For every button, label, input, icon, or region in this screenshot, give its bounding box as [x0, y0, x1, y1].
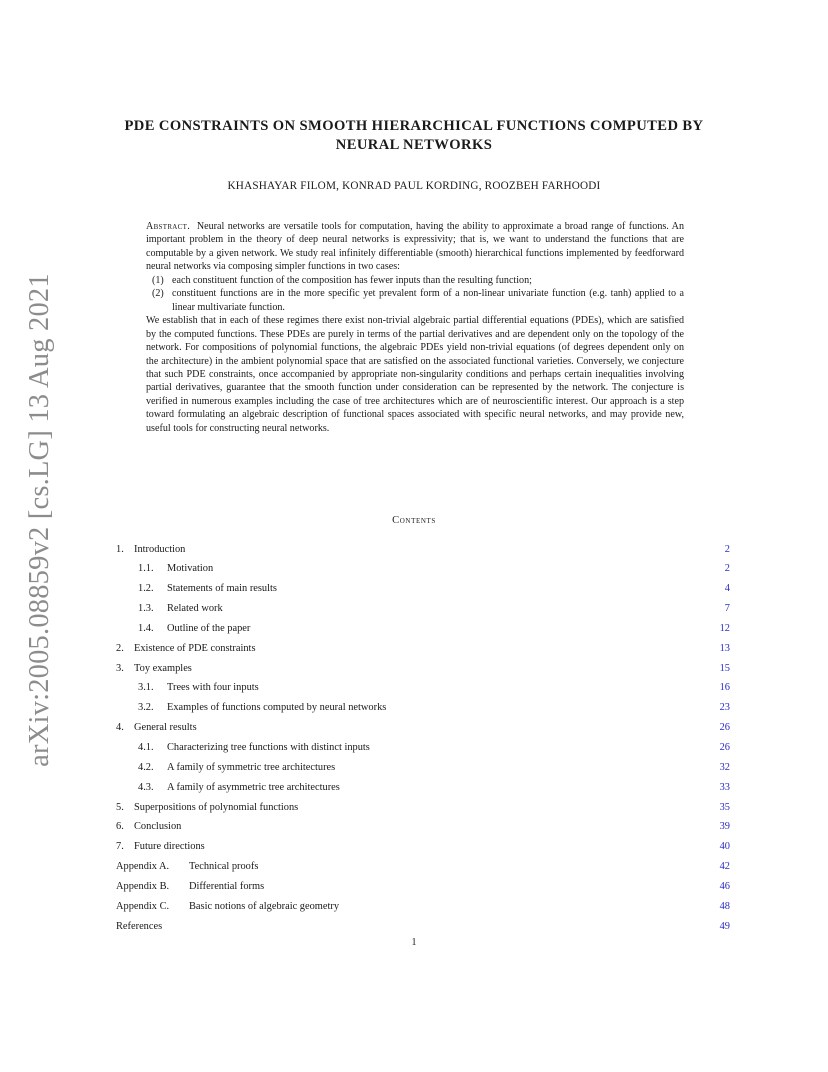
toc-entry-title[interactable]: Future directions: [134, 841, 205, 853]
toc-page-link[interactable]: 26: [719, 722, 730, 734]
toc-page-link[interactable]: 39: [719, 821, 730, 833]
case-text: each constituent function of the composition has fewer inputs than the resulting function;: [172, 274, 532, 286]
toc-entry-title[interactable]: Motivation: [167, 563, 214, 575]
title-line-1: PDE CONSTRAINTS ON SMOOTH HIERARCHICAL FUNCTIONS COMPUTED BY: [124, 118, 704, 134]
toc-entry-number: 6.: [116, 821, 124, 833]
author-list: KHASHAYAR FILOM, KONRAD PAUL KORDING, ROOZBEH FARHOODI: [227, 180, 601, 192]
abstract-body: We establish that in each of these regimes there exist non-trivial algebraic partial differential equations (PDEs), which are satisfied by the computed functions. These PDEs are purely in terms of the partial derivatives and are dependent only on the topology of the network. For compositions of polynomial functions, the algebraic PDEs yield non-trivial equations (of degrees dependent only on the architecture) in the ambient polynomial space that are satisfied on the associated functional varieties. Conversely, we conjecture that such PDE constraints, once accompanied by appropriate non-singularity conditions and perhaps certain inequalities involving partial derivatives, guarantee that the smooth function under consideration can be represented by the network. The conjecture is verified in numerous examples including the case of tree architectures which are of neuroscientific interest. Our approach is a step toward formulating an algebraic description of functional spaces associated with specific neural networks, and may provide new, useful tools for constructing neural networks.: [146, 315, 684, 434]
toc-entry-title[interactable]: Outline of the paper: [167, 622, 251, 634]
case-number: (2): [152, 288, 164, 300]
toc-entry-title[interactable]: Superpositions of polynomial functions: [134, 801, 299, 813]
toc-entry[interactable]: [0, 544, 828, 558]
toc-entry-number: Appendix B.: [116, 880, 170, 892]
toc-entry[interactable]: [0, 702, 828, 716]
toc-entry[interactable]: [0, 821, 828, 835]
toc-entry-number: 5.: [116, 801, 124, 813]
toc-entry-title[interactable]: References: [116, 920, 163, 932]
toc-entry[interactable]: [0, 583, 828, 597]
toc-entry-title[interactable]: Characterizing tree functions with distinct inputs: [167, 742, 370, 753]
toc-entry-title[interactable]: A family of asymmetric tree architectures: [167, 781, 340, 793]
toc-entry[interactable]: [0, 603, 828, 617]
toc-page-link[interactable]: 7: [724, 603, 730, 615]
toc-entry-number: Appendix A.: [116, 861, 170, 873]
toc-entry-number: 3.2.: [138, 702, 154, 714]
abstract: [146, 220, 684, 435]
toc-entry[interactable]: [0, 841, 828, 855]
contents-heading: Contents: [392, 515, 436, 526]
toc-page-link[interactable]: 15: [719, 662, 730, 674]
abstract-heading: Abstract.: [146, 221, 191, 232]
toc-entry-number: 1.3.: [138, 603, 154, 615]
toc-entry-title[interactable]: Differential forms: [189, 880, 265, 892]
toc-entry-title[interactable]: Technical proofs: [189, 861, 259, 873]
toc-entry-title[interactable]: Examples of functions computed by neural networks: [167, 702, 387, 714]
abstract-case-item: [152, 274, 684, 287]
toc-entry-number: 1.1.: [138, 563, 154, 575]
toc-entry-number: 4.: [116, 722, 124, 734]
toc-page-link[interactable]: 48: [719, 900, 730, 912]
toc-entry[interactable]: [0, 643, 828, 657]
toc-entry[interactable]: [0, 921, 828, 935]
arxiv-stamp-text: arXiv:2005.08859v2 [cs.LG] 13 Aug 2021: [24, 273, 55, 767]
toc-page-link[interactable]: 32: [719, 761, 730, 773]
toc-page-link[interactable]: 23: [719, 702, 730, 714]
toc-page-link[interactable]: 35: [719, 801, 730, 813]
toc-entry-number: 3.: [116, 662, 124, 674]
toc-entry-title[interactable]: Related work: [167, 603, 223, 615]
toc-entry[interactable]: [0, 861, 828, 875]
toc-entry[interactable]: [0, 722, 828, 736]
toc-entry-title[interactable]: Conclusion: [134, 821, 182, 833]
abstract-case-item: [152, 287, 684, 314]
abstract-intro: [146, 220, 684, 274]
toc-entry[interactable]: [0, 901, 828, 915]
toc-entry-title[interactable]: Introduction: [134, 543, 186, 555]
toc-page-link[interactable]: 42: [719, 861, 730, 873]
toc-entry-number: 1.2.: [138, 583, 154, 595]
toc-entry[interactable]: [0, 623, 828, 637]
paper-title: [90, 117, 738, 154]
toc-entry-title[interactable]: A family of symmetric tree architectures: [167, 761, 336, 773]
toc-page-link[interactable]: 13: [719, 642, 730, 654]
toc-entry[interactable]: [0, 762, 828, 776]
toc-page-link[interactable]: 16: [719, 682, 730, 694]
toc-page-link[interactable]: 2: [724, 543, 730, 555]
toc-entry-title[interactable]: Basic notions of algebraic geometry: [189, 900, 340, 912]
toc-entry-number: 2.: [116, 642, 124, 654]
toc-page-link[interactable]: 12: [719, 622, 730, 634]
toc-entry[interactable]: [0, 742, 828, 756]
toc-entry-number: 4.1.: [138, 742, 154, 753]
title-line-2: NEURAL NETWORKS: [335, 136, 493, 153]
toc-entry-number: 4.2.: [138, 761, 154, 773]
toc-entry[interactable]: [0, 663, 828, 677]
toc-entry-number: 7.: [116, 841, 124, 853]
toc-entry-number: 3.1.: [138, 682, 154, 694]
toc-entry[interactable]: [0, 881, 828, 895]
page-number: 1: [411, 937, 417, 948]
toc-entry-title[interactable]: Statements of main results: [167, 583, 277, 595]
toc-entry[interactable]: [0, 782, 828, 796]
toc-entry-title[interactable]: General results: [134, 722, 197, 734]
toc-page-link[interactable]: 33: [719, 781, 730, 793]
case-text: constituent functions are in the more specific yet prevalent form of a non-linear univariate function (e.g. tanh) applied to a linear multivariate function.: [172, 288, 684, 313]
abstract-intro-text: Neural networks are versatile tools for computation, having the ability to approximate a broad range of functions. An important problem in the theory of deep neural networks is expressivity; that is, we want to understand the functions that are computable by a given network. We study real infinitely differentiable (smooth) hierarchical functions implemented by feedforward neural networks via composing simpler functions in two cases:: [146, 221, 684, 273]
toc-page-link[interactable]: 46: [719, 880, 730, 892]
toc-entry-title[interactable]: Existence of PDE constraints: [134, 642, 256, 654]
toc-entry-number: 1.4.: [138, 622, 154, 634]
toc-entry[interactable]: [0, 682, 828, 696]
case-number: (1): [152, 274, 164, 286]
toc-page-link[interactable]: 4: [724, 583, 730, 595]
toc-page-link[interactable]: 49: [719, 920, 730, 932]
toc-entry-title[interactable]: Trees with four inputs: [167, 682, 259, 694]
toc-entry-number: 4.3.: [138, 781, 154, 793]
toc-entry-title[interactable]: Toy examples: [134, 662, 192, 674]
toc-entry[interactable]: [0, 563, 828, 577]
toc-entry-number: Appendix C.: [116, 900, 170, 912]
toc-page-link[interactable]: 40: [719, 841, 730, 853]
toc-page-link[interactable]: 2: [724, 563, 730, 575]
toc-entry[interactable]: [0, 802, 828, 816]
toc-page-link[interactable]: 26: [719, 742, 730, 753]
abstract-case-list: [146, 274, 684, 314]
toc-entry-number: 1.: [116, 543, 124, 555]
